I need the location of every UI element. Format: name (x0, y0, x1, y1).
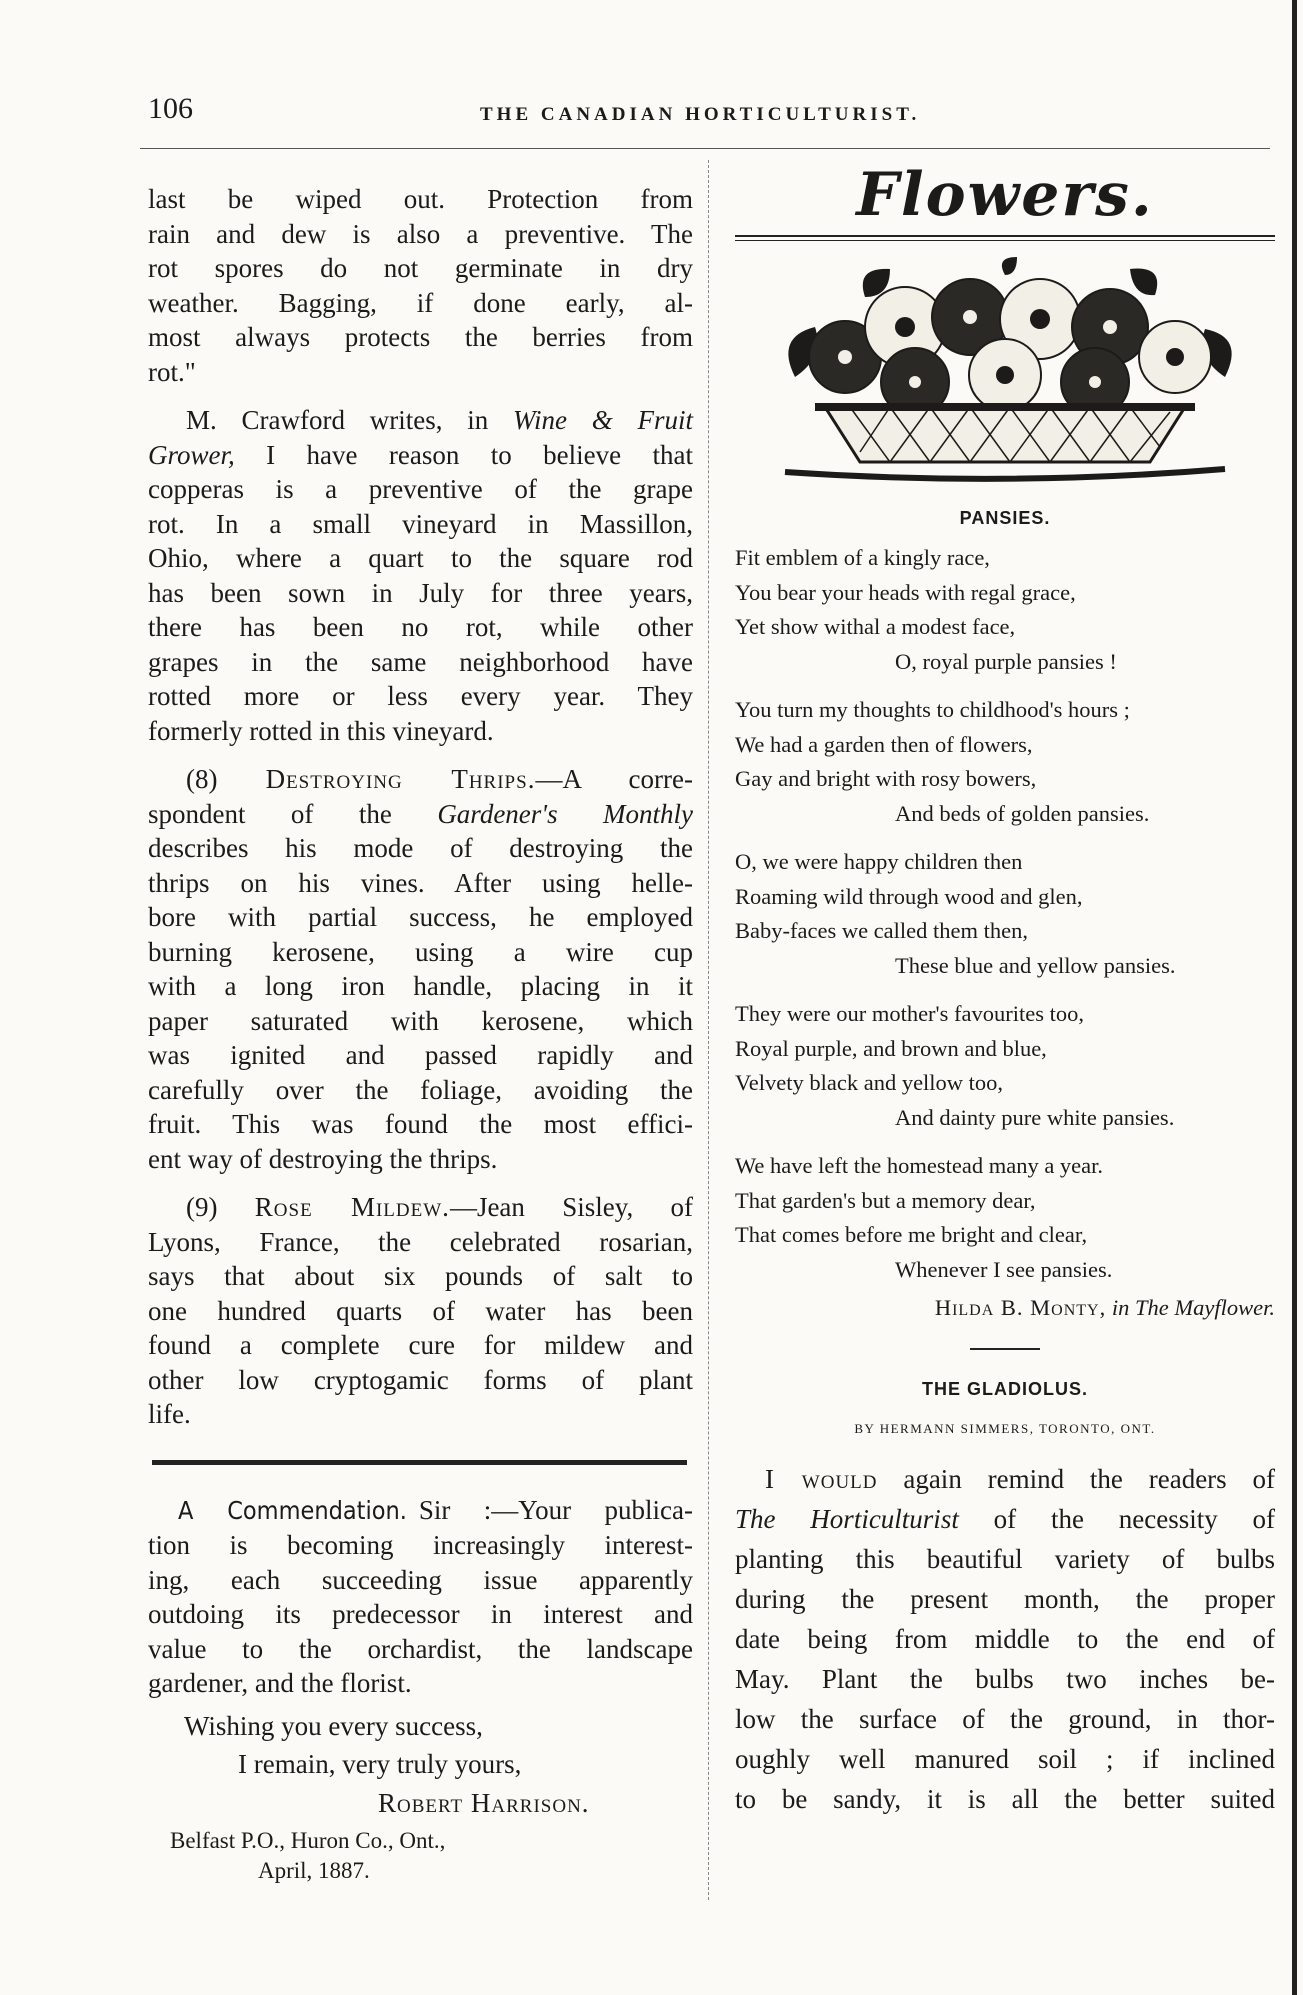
double-rule (735, 235, 1275, 241)
right-column (735, 160, 1276, 1819)
paragraph-crawford (148, 403, 693, 748)
page-number: 106 (148, 92, 193, 125)
paragraph-rose-mildew (148, 1190, 693, 1432)
text-line: grapes in the same neighborhood have (148, 646, 693, 677)
poem-line: Fit emblem of a kingly race, (735, 545, 990, 570)
text-line: carefully over the foliage, avoiding the (148, 1074, 693, 1105)
poem-line: O, we were happy children then (735, 849, 1023, 874)
poem-line: Roaming wild through wood and glen, (735, 883, 1083, 909)
text-line: rot spores do not germinate in dry (148, 253, 693, 283)
date-line: April, 1887. (258, 1858, 370, 1883)
poem-line: Velvety black and yellow too, (735, 1070, 1004, 1095)
text-line: rot. In a small vineyard in Massillon, (148, 508, 693, 539)
poem-line: We have left the homestead many a year. (735, 1153, 1104, 1178)
text-line: with a long iron handle, placing in it (148, 971, 693, 1001)
poem-line: That comes before me bright and clear, (735, 1222, 1088, 1247)
poem-line: Royal purple, and brown and blue, (735, 1035, 1047, 1061)
commendation-label: A Commendation. (178, 1495, 407, 1525)
poem-line: These blue and yellow pansies. (895, 952, 1176, 978)
poem-attribution: Hilda B. Monty, in The Mayflower. (934, 1295, 1275, 1320)
text-line: other low cryptogamic forms of plant (148, 1364, 693, 1395)
running-head: THE CANADIAN HORTICULTURIST. (480, 104, 921, 125)
poem-line: O, royal purple pansies ! (895, 648, 1117, 674)
text-line: describes his mode of destroying the (148, 833, 693, 863)
text-line: was ignited and passed rapidly and (148, 1040, 693, 1070)
text-line: there has been no rot, while other (148, 612, 693, 642)
text-line: life. (148, 1399, 191, 1429)
text-line: Ohio, where a quart to the square rod (148, 543, 693, 573)
text-line: The Horticulturist of the necessity of (735, 1503, 1276, 1534)
text-line: weather. Bagging, if done early, al- (148, 287, 693, 318)
section-title: Flowers. (856, 160, 1154, 230)
left-column (148, 182, 693, 1886)
text-line: gardener, and the florist. (148, 1668, 412, 1698)
text-line: I remain, very truly yours, (238, 1749, 522, 1779)
column-divider (708, 160, 709, 1900)
text-line: ent way of destroying the thrips. (148, 1143, 498, 1174)
text-line: has been sown in July for three years, (148, 577, 693, 608)
text-line: thrips on his vines. After using helle- (148, 867, 693, 898)
page-edge-shadow (1292, 0, 1297, 1995)
text-line: rotted more or less every year. They (148, 681, 693, 711)
text-line: one hundred quarts of water has been (148, 1295, 693, 1326)
poem-line: That garden's but a memory dear, (735, 1187, 1036, 1213)
text-line: I would again remind the readers of (765, 1463, 1275, 1494)
commendation-letter (148, 1493, 693, 1887)
text-line: fruit. This was found the most effici- (148, 1109, 693, 1139)
article-rule (970, 1348, 1040, 1350)
poem-line: Baby-faces we called them then, (735, 918, 1028, 943)
poem-line: You bear your heads with regal grace, (735, 579, 1076, 605)
poem-line: We had a garden then of flowers, (735, 731, 1033, 757)
gladiolus-article (735, 1459, 1275, 1819)
poem-line: Whenever I see pansies. (895, 1256, 1113, 1282)
text-line: (8) Destroying Thrips.—A corre- (186, 764, 693, 794)
text-line: during the present month, the proper (735, 1583, 1275, 1614)
header-rule (140, 148, 1270, 149)
address-line: Belfast P.O., Huron Co., Ont., (170, 1828, 446, 1853)
poem-line: They were our mother's favourites too, (735, 1001, 1084, 1026)
section-rule (152, 1460, 687, 1465)
poem-line: Gay and bright with rosy bowers, (735, 766, 1037, 791)
poem-line: And dainty pure white pansies. (895, 1104, 1175, 1130)
text-line: says that about six pounds of salt to (148, 1261, 693, 1291)
text-line: bore with partial success, he employed (148, 902, 693, 932)
section-heading: Destroying Thrips. (265, 764, 536, 794)
poem-line: You turn my thoughts to childhood's hours ; (735, 697, 1130, 722)
text-line: rot." (148, 356, 196, 387)
text-line: rain and dew is also a preventive. The (148, 218, 693, 249)
paragraph-grape-rot (148, 182, 693, 389)
signature: Robert Harrison. (378, 1787, 590, 1818)
poem-title: PANSIES. (959, 507, 1051, 528)
poem-line: And beds of golden pansies. (895, 800, 1150, 826)
text-line: paper saturated with kerosene, which (148, 1005, 693, 1036)
text-line: ing, each succeeding issue apparently (148, 1564, 693, 1595)
text-line: spondent of the Gardener's Monthly (148, 798, 693, 829)
poem-line: Yet show withal a modest face, (735, 614, 1016, 639)
pansies-poem (735, 541, 1275, 1287)
paragraph-destroying-thrips (148, 762, 693, 1176)
text-line: Grower, I have reason to believe that (148, 439, 694, 470)
section-heading: Rose Mildew. (254, 1192, 450, 1222)
article-title: THE GLADIOLUS. (922, 1378, 1088, 1399)
text-line: oughly well manured soil ; if inclined (735, 1743, 1275, 1774)
text-line: most always protects the berries from (148, 322, 693, 352)
text-line: outdoing its predecessor in interest and (148, 1599, 693, 1629)
text-line: date being from middle to the end of (735, 1623, 1275, 1654)
text-line: (9) Rose Mildew.—Jean Sisley, of (186, 1192, 693, 1222)
text-line: to be sandy, it is all the better suited (735, 1783, 1275, 1814)
article-byline: BY HERMANN SIMMERS, TORONTO, ONT. (854, 1421, 1156, 1436)
text-line: Wishing you every success, (184, 1710, 483, 1741)
text-line: planting this beautiful variety of bulbs (735, 1543, 1275, 1574)
text-line: low the surface of the ground, in thor- (735, 1703, 1275, 1734)
text-line: last be wiped out. Protection from (148, 184, 693, 214)
text-line: Lyons, France, the celebrated rosarian, (148, 1226, 693, 1257)
text-line: value to the orchardist, the landscape (148, 1633, 693, 1664)
text-line: A Commendation. Sir :—Your publica- (178, 1494, 693, 1525)
text-line: copperas is a preventive of the grape (148, 474, 693, 504)
text-line: burning kerosene, using a wire cup (148, 936, 693, 967)
text-line: found a complete cure for mildew and (148, 1330, 693, 1360)
text-line: May. Plant the bulbs two inches be- (735, 1663, 1275, 1694)
text-line: tion is becoming increasingly interest- (148, 1530, 693, 1560)
text-line: formerly rotted in this vineyard. (148, 715, 494, 746)
pansy-basket-illustration (755, 257, 1255, 487)
text-line: M. Crawford writes, in Wine & Fruit (186, 405, 694, 435)
